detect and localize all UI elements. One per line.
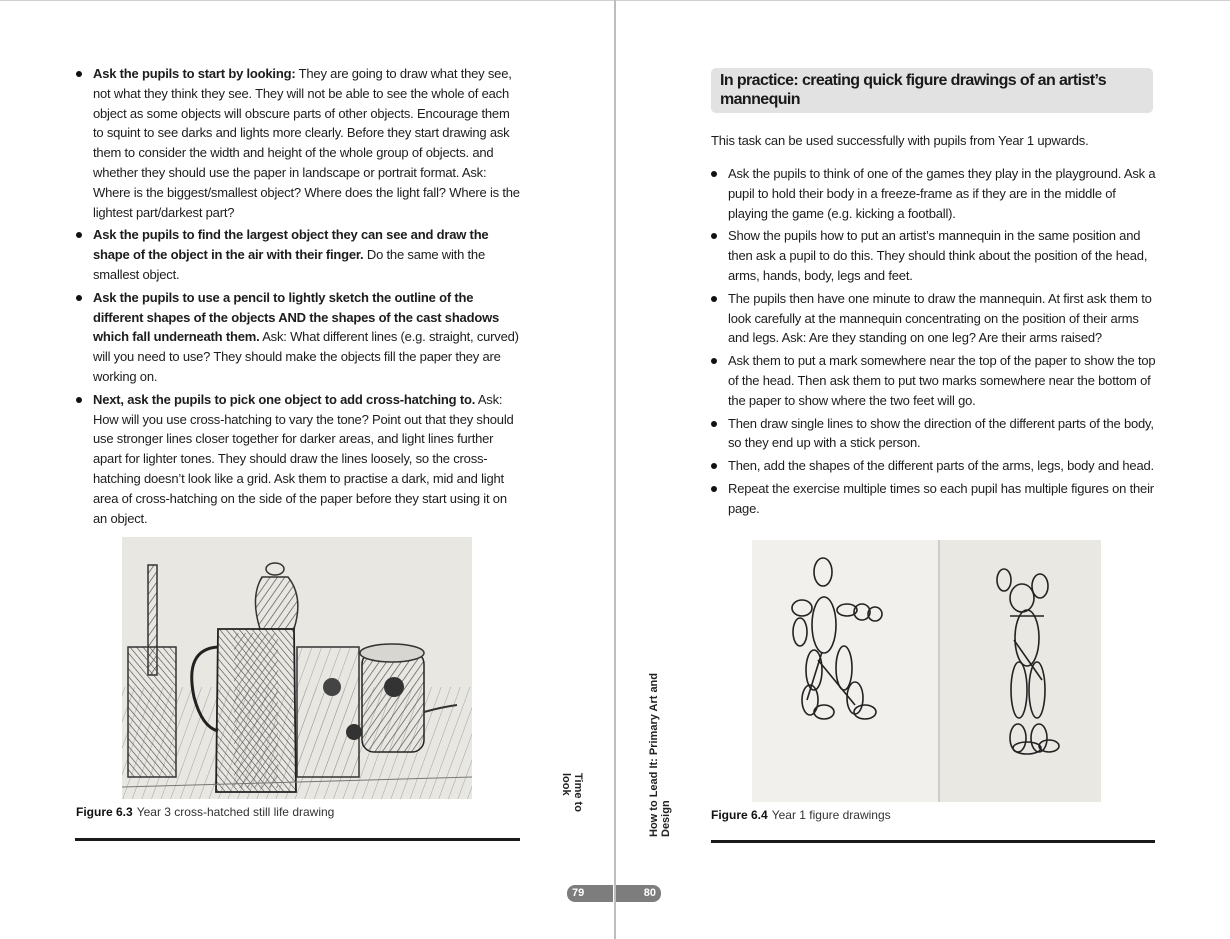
section-heading: In practice: creating quick figure drawings of an artist’s mannequin <box>720 72 1107 108</box>
bullet-dot <box>76 397 82 403</box>
still-life-sketch <box>122 537 472 799</box>
bullet-text: Repeat the exercise multiple times so each pupil has multiple figures on their page. <box>728 480 1154 516</box>
bullet-text: Ask the pupils to think of one of the games they play in the playground. Ask a pupil to hold their body in a freeze-frame as if they are in the middle of playing the game (e.g. kicking a football). <box>728 166 1156 221</box>
figure-caption-text: Year 3 cross-hatched still life drawing <box>136 805 335 819</box>
figure-caption-text: Year 1 figure drawings <box>771 808 891 822</box>
left-page <box>0 0 614 939</box>
bullet-item <box>711 414 1158 454</box>
right-page <box>616 0 1230 939</box>
bullet-text: The pupils then have one minute to draw the mannequin. At first ask them to look carefully at the mannequin concentrating on the position of their arms and legs. Ask: Are they standing on one leg? Are their arms raised? <box>728 290 1152 346</box>
running-head: How to Lead It: Primary Art and Design <box>648 672 672 837</box>
figure-label: Figure 6.4 <box>711 808 768 822</box>
figure-sketches <box>752 540 1101 802</box>
bullet-text: Do the same with the smallest object. <box>93 247 485 282</box>
bullet-dot <box>76 295 82 301</box>
bullet-dot <box>711 171 717 177</box>
bullet-item <box>711 164 1158 223</box>
right-bullet-list <box>711 164 1158 522</box>
bullet-dot <box>76 71 82 77</box>
bullet-item <box>76 288 522 387</box>
bullet-item <box>76 225 522 284</box>
figure-label: Figure 6.3 <box>76 805 133 819</box>
bullet-dot <box>76 232 82 238</box>
page-number: 80 <box>616 885 661 902</box>
bullet-item <box>76 390 522 529</box>
bullet-text: Ask: What different lines (e.g. straight, curved) will you need to use? They should make the objects fill the paper they are working on. <box>93 329 519 384</box>
bullet-text: Ask: How will you use cross-hatching to vary the tone? Point out that they should use stronger lines closer together for darker areas, and light lines further apart for lighter tones. They should draw the lines loosely, so the cross-hatching doesn’t look like a grid. Ask them to practise a dark, mid and light area of cross-hatching on the side of the paper before they start using it on an object. <box>93 391 514 526</box>
bullet-dot <box>711 358 717 364</box>
bullet-dot <box>711 296 717 302</box>
figure-caption <box>711 808 891 822</box>
bullet-lead: Next, ask the pupils to pick one object to add cross-hatching to. <box>93 391 476 407</box>
bullet-item <box>76 64 522 222</box>
bullet-dot <box>711 421 717 427</box>
bullet-item <box>711 479 1158 519</box>
bullet-dot <box>711 463 717 469</box>
intro-text: This task can be used successfully with pupils from Year 1 upwards. <box>711 133 1089 148</box>
bottom-rule <box>75 838 520 841</box>
bullet-dot <box>711 233 717 239</box>
bullet-dot <box>711 486 717 492</box>
bottom-rule <box>711 840 1155 843</box>
bullet-text: Then, add the shapes of the different parts of the arms, legs, body and head. <box>728 458 1154 474</box>
bullet-lead: Ask the pupils to use a pencil to lightly sketch the outline of the different shapes of the objects AND the shapes of the cast shadows which fall underneath them. <box>93 289 500 345</box>
still-life-drawing-image <box>122 537 472 799</box>
running-head: Time to look <box>560 773 584 812</box>
bullet-lead: Ask the pupils to start by looking: <box>93 66 296 81</box>
figure-drawings-image <box>752 540 1101 802</box>
bullet-text: Ask them to put a mark somewhere near the top of the paper to show the top of the head. Then ask them to put two marks somewhere near the bottom of the paper to show where the two feet will go. <box>728 353 1156 408</box>
left-bullet-list <box>76 64 522 531</box>
bullet-text: Show the pupils how to put an artist’s mannequin in the same position and then ask a pupil to do this. They should think about the position of the head, arms, hands, body, legs and feet. <box>728 228 1148 283</box>
bullet-item <box>711 226 1158 285</box>
bullet-text: They are going to draw what they see, not what they think they see. They will not be able to see the whole of each object as some objects will obscure parts of other objects. Encourage them to squint to see darks and lights more clearly. Before they start drawing ask them to consider the width and height of the whole group of objects. and whether they should use the paper in landscape or portrait format. Ask: Where is the biggest/smallest object? Where does the light fall? Where is the lightest part/darkest part? <box>93 66 520 220</box>
bullet-item <box>711 289 1158 348</box>
bullet-text: Then draw single lines to show the direction of the different parts of the body, so they end up with a stick person. <box>728 415 1154 451</box>
page-number: 79 <box>567 885 613 902</box>
bullet-item <box>711 351 1158 410</box>
bullet-lead: Ask the pupils to find the largest object they can see and draw the shape of the object in the air with their finger. <box>93 227 489 263</box>
figure-caption <box>76 805 334 819</box>
section-heading-box <box>711 68 1153 113</box>
bullet-item <box>711 456 1158 476</box>
